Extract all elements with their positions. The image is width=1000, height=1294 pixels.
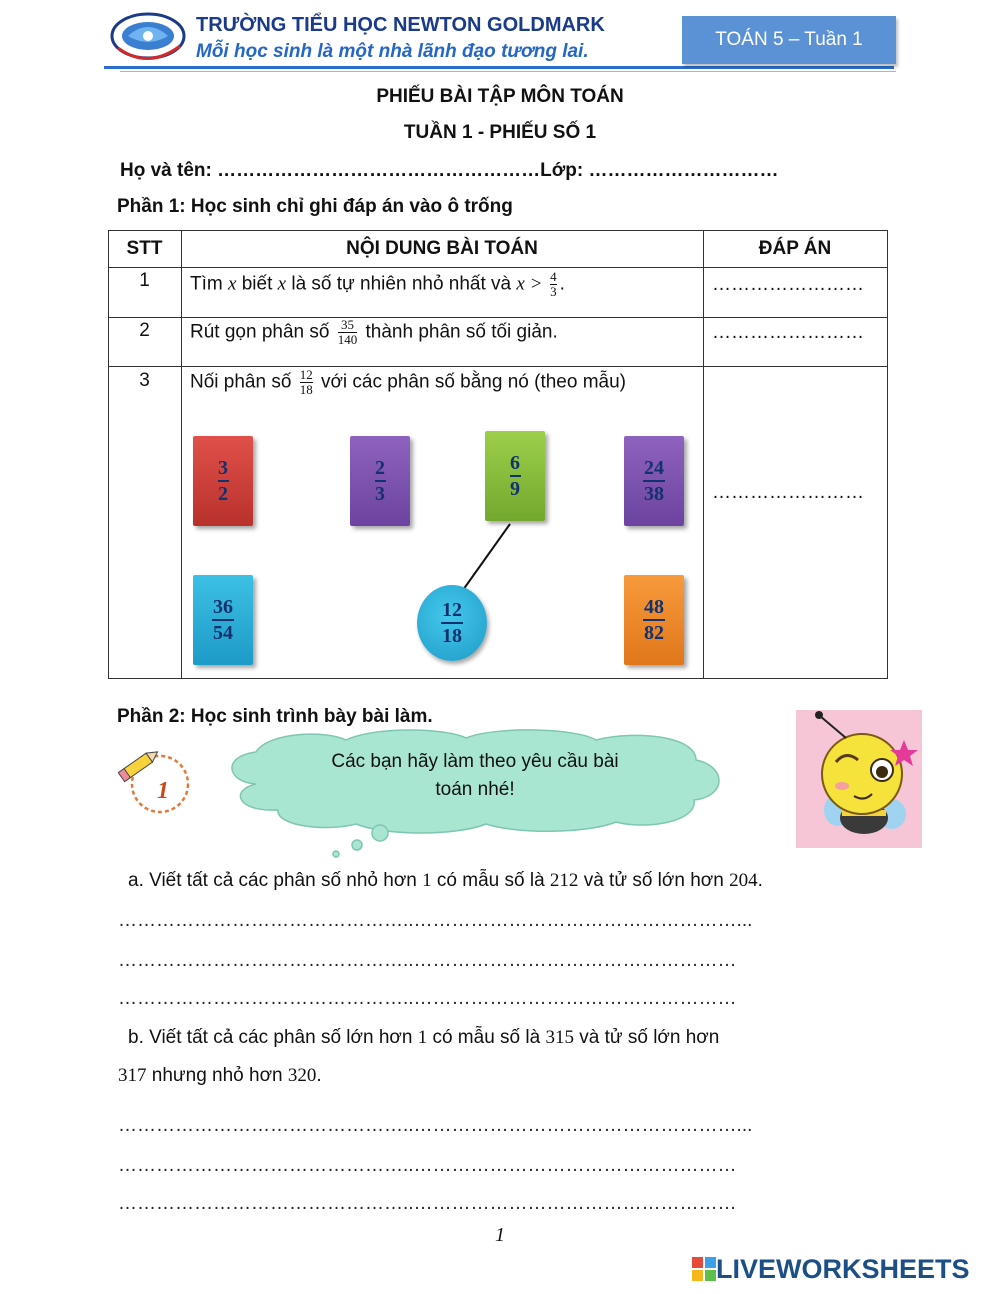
liveworksheets-brand	[692, 1254, 970, 1284]
header-stt: STT	[126, 237, 163, 259]
school-motto: Mỗi học sinh là một nhà lãnh đạo tương lai.	[196, 41, 589, 62]
header-rule	[104, 66, 894, 69]
liveworksheets-text: LIVEWORKSHEETS	[716, 1253, 970, 1284]
bee-mascot-icon	[796, 710, 922, 848]
answer-line-b1[interactable]: ………………………………………..……………………………………………...	[118, 1115, 753, 1136]
answer-line-a2[interactable]: ………………………………………..……………………………………………	[118, 950, 737, 971]
answer-line-b2[interactable]: ………………………………………..……………………………………………	[118, 1155, 737, 1176]
row1-question: Tìm x biết x là số tự nhiên nhỏ nhất và x > $\frac{4}{3}$ .	[190, 269, 565, 299]
question-b-continued: 317 nhưng nhỏ hơn 320.	[118, 1065, 322, 1086]
worksheet-title: PHIẾU BÀI TẬP MÔN TOÁN	[376, 86, 624, 107]
fraction-card-36-54[interactable]: 36 54	[193, 575, 253, 665]
pencil-badge-icon	[116, 742, 194, 814]
fraction-card-48-82[interactable]: 48 82	[624, 575, 684, 665]
class-field[interactable]: …………………………	[588, 160, 779, 181]
row2-stt: 2	[139, 320, 150, 341]
answer-table	[108, 230, 888, 679]
row2-answer-field[interactable]: ……………………	[712, 322, 864, 343]
school-logo	[108, 8, 188, 68]
subject-week-tag: TOÁN 5 – Tuần 1	[682, 16, 896, 64]
part1-title: Phần 1: Học sinh chỉ ghi đáp án vào ô trống	[117, 196, 513, 217]
page-number: 1	[495, 1224, 505, 1246]
cloud-message: Các bạn hãy làm theo yêu cầu bài toán nhé!	[331, 751, 619, 800]
row3-stt: 3	[139, 370, 150, 391]
svg-text:1: 1	[157, 778, 169, 804]
fraction-card-2-3[interactable]: 2 3	[350, 436, 410, 526]
question-b: b. Viết tất cả các phân số lớn hơn 1 có mẫu số là 315 và tử số lớn hơn	[128, 1027, 720, 1048]
question-a: a. Viết tất cả các phân số nhỏ hơn 1 có mẫu số là 212 và tử số lớn hơn 204.	[128, 870, 763, 891]
row1-answer-field[interactable]: ……………………	[712, 274, 864, 295]
row3-question: Nối phân số $\frac{12}{18}$ với các phân số bằng nó (theo mẫu)	[190, 367, 626, 397]
fraction-4-3: $\frac{4}{3}$	[550, 269, 557, 299]
header-rule-thin	[120, 71, 896, 72]
student-info-line	[120, 160, 778, 182]
row3-answer-field[interactable]: ……………………	[712, 482, 864, 503]
fraction-35-140: $\frac{35}{140}$	[337, 317, 358, 347]
school-name: TRƯỜNG TIỂU HỌC NEWTON GOLDMARK	[196, 14, 605, 36]
answer-line-a1[interactable]: ………………………………………..……………………………………………...	[118, 910, 753, 931]
worksheet-subtitle: TUẦN 1 - PHIẾU SỐ 1	[403, 122, 597, 143]
part2-title: Phần 2: Học sinh trình bày bài làm.	[117, 706, 433, 727]
name-label: Họ và tên:	[120, 160, 218, 181]
answer-line-a3[interactable]: ………………………………………..……………………………………………	[118, 988, 737, 1009]
liveworksheets-logo-icon	[692, 1257, 716, 1281]
fraction-card-3-2[interactable]: 3 2	[193, 436, 253, 526]
header-content: NỘI DUNG BÀI TOÁN	[346, 237, 538, 259]
class-label: Lớp:	[540, 160, 589, 181]
row2-question: Rút gọn phân số $\frac{35}{140}$ thành phân số tối giản.	[190, 317, 558, 347]
row1-stt: 1	[139, 270, 150, 291]
name-field[interactable]: ……………………………………………	[217, 160, 541, 181]
fraction-card-6-9[interactable]: 6 9	[485, 431, 545, 521]
header-answer: ĐÁP ÁN	[758, 237, 832, 259]
center-fraction-12-18[interactable]: 12 18	[417, 585, 487, 661]
fraction-card-24-38[interactable]: 24 38	[624, 436, 684, 526]
fraction-12-18: $\frac{12}{18}$	[299, 367, 313, 397]
answer-line-b3[interactable]: ………………………………………..……………………………………………	[118, 1193, 737, 1214]
